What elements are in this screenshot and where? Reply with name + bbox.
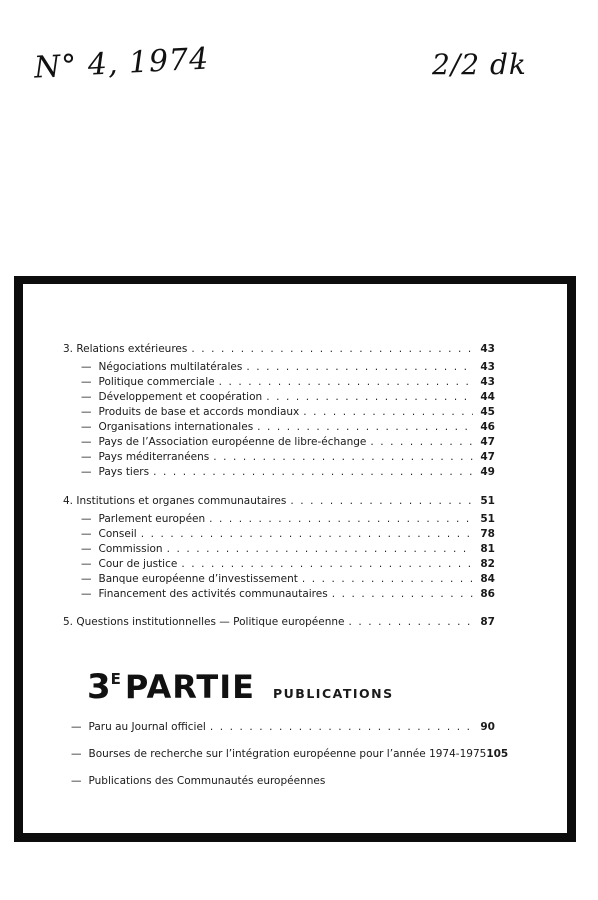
toc-page-number: 51 xyxy=(480,513,495,525)
toc-item-label: Conseil xyxy=(98,528,137,540)
toc-page-number: 105 xyxy=(486,748,509,760)
dash: — xyxy=(81,421,92,433)
dot-leader xyxy=(332,587,473,601)
toc-section-3 xyxy=(63,342,495,356)
toc-page-number: 47 xyxy=(480,436,495,448)
toc-page-number: 81 xyxy=(480,543,495,555)
toc-page-number: 78 xyxy=(480,528,495,540)
dash: — xyxy=(81,376,92,388)
toc-section-4 xyxy=(63,494,495,508)
toc-item xyxy=(81,465,495,479)
toc-item xyxy=(81,512,495,526)
dot-leader xyxy=(290,494,473,508)
dash: — xyxy=(71,775,82,787)
dot-leader xyxy=(266,390,473,404)
toc-page-number: 43 xyxy=(480,361,495,373)
dash: — xyxy=(81,558,92,570)
dash: — xyxy=(81,528,92,540)
toc-frame xyxy=(14,276,576,842)
toc-page-number: 43 xyxy=(480,376,495,388)
toc-item-label: Développement et coopération xyxy=(98,391,263,403)
toc-item-label: Politique commerciale xyxy=(98,376,215,388)
toc-item-label: Financement des activités communautaires xyxy=(98,588,328,600)
toc-item xyxy=(81,405,495,419)
toc-page-number: 44 xyxy=(480,391,495,403)
handwritten-annotation: 2/2 dk xyxy=(432,48,527,81)
toc-item-label: Pays de l’Association européenne de libre-échange xyxy=(98,436,367,448)
dash: — xyxy=(71,748,82,760)
toc-item xyxy=(81,450,495,464)
toc-item xyxy=(81,360,495,374)
dash: — xyxy=(81,573,92,585)
dot-leader xyxy=(213,450,473,464)
toc-section-title: 3. Relations extérieures xyxy=(63,343,188,355)
dash: — xyxy=(81,361,92,373)
dot-leader xyxy=(246,360,473,374)
toc-page-number: 87 xyxy=(480,616,495,628)
dot-leader xyxy=(257,420,473,434)
toc-section-title: 5. Questions institutionnelles — Politique européenne xyxy=(63,616,345,628)
dash: — xyxy=(81,391,92,403)
handwritten-issue-number: N° 4, 1974 xyxy=(33,41,211,86)
dot-leader xyxy=(167,542,473,556)
toc-item-label: Commission xyxy=(98,543,163,555)
toc-item xyxy=(81,375,495,389)
toc-item-label: Banque européenne d’investissement xyxy=(98,573,298,585)
toc-item-label: Pays méditerranéens xyxy=(98,451,210,463)
publication-label: Bourses de recherche sur l’intégration européenne pour l’année 1974-1975 xyxy=(88,748,487,760)
toc-section-5 xyxy=(63,615,495,629)
toc-item xyxy=(81,572,495,586)
toc-item xyxy=(81,420,495,434)
part-superscript: E xyxy=(110,670,121,688)
dash: — xyxy=(81,588,92,600)
publication-label: Paru au Journal officiel xyxy=(88,721,206,733)
part-heading xyxy=(87,667,394,707)
toc-item-label: Cour de justice xyxy=(98,558,178,570)
dot-leader xyxy=(181,557,473,571)
toc-page-number: 90 xyxy=(480,721,495,733)
dot-leader xyxy=(210,720,473,734)
part-title: PARTIE xyxy=(124,668,255,706)
dot-leader xyxy=(370,435,473,449)
dot-leader xyxy=(303,405,473,419)
publication-label: Publications des Communautés européennes xyxy=(88,775,326,787)
toc-item-label: Pays tiers xyxy=(98,466,150,478)
table-of-contents xyxy=(23,284,567,833)
toc-item-label: Organisations internationales xyxy=(98,421,254,433)
toc-page-number: 46 xyxy=(480,421,495,433)
dash: — xyxy=(81,466,92,478)
dash: — xyxy=(81,406,92,418)
dot-leader xyxy=(153,465,473,479)
toc-item xyxy=(81,587,495,601)
dot-leader xyxy=(209,512,473,526)
toc-item xyxy=(81,557,495,571)
toc-page-number: 86 xyxy=(480,588,495,600)
toc-page-number: 51 xyxy=(480,495,495,507)
publication-item xyxy=(71,747,509,761)
toc-section-title: 4. Institutions et organes communautaires xyxy=(63,495,287,507)
toc-item xyxy=(81,435,495,449)
toc-item xyxy=(81,527,495,541)
part-subtitle: PUBLICATIONS xyxy=(273,686,394,701)
publication-item xyxy=(71,720,495,734)
dot-leader xyxy=(302,572,473,586)
toc-item xyxy=(81,542,495,556)
toc-item-label: Négociations multilatérales xyxy=(98,361,243,373)
part-number: 3 xyxy=(87,667,111,707)
dash: — xyxy=(81,436,92,448)
publication-item xyxy=(71,774,325,788)
dash: — xyxy=(81,513,92,525)
toc-page-number: 82 xyxy=(480,558,495,570)
toc-item-label: Parlement européen xyxy=(98,513,206,525)
dot-leader xyxy=(141,527,473,541)
toc-page-number: 84 xyxy=(480,573,495,585)
toc-page-number: 43 xyxy=(480,343,495,355)
dash: — xyxy=(81,543,92,555)
toc-page-number: 45 xyxy=(480,406,495,418)
toc-page-number: 49 xyxy=(480,466,495,478)
dash: — xyxy=(81,451,92,463)
dash: — xyxy=(71,721,82,733)
dot-leader xyxy=(219,375,473,389)
dot-leader xyxy=(191,342,473,356)
toc-item xyxy=(81,390,495,404)
dot-leader xyxy=(349,615,474,629)
toc-item-label: Produits de base et accords mondiaux xyxy=(98,406,300,418)
toc-page-number: 47 xyxy=(480,451,495,463)
